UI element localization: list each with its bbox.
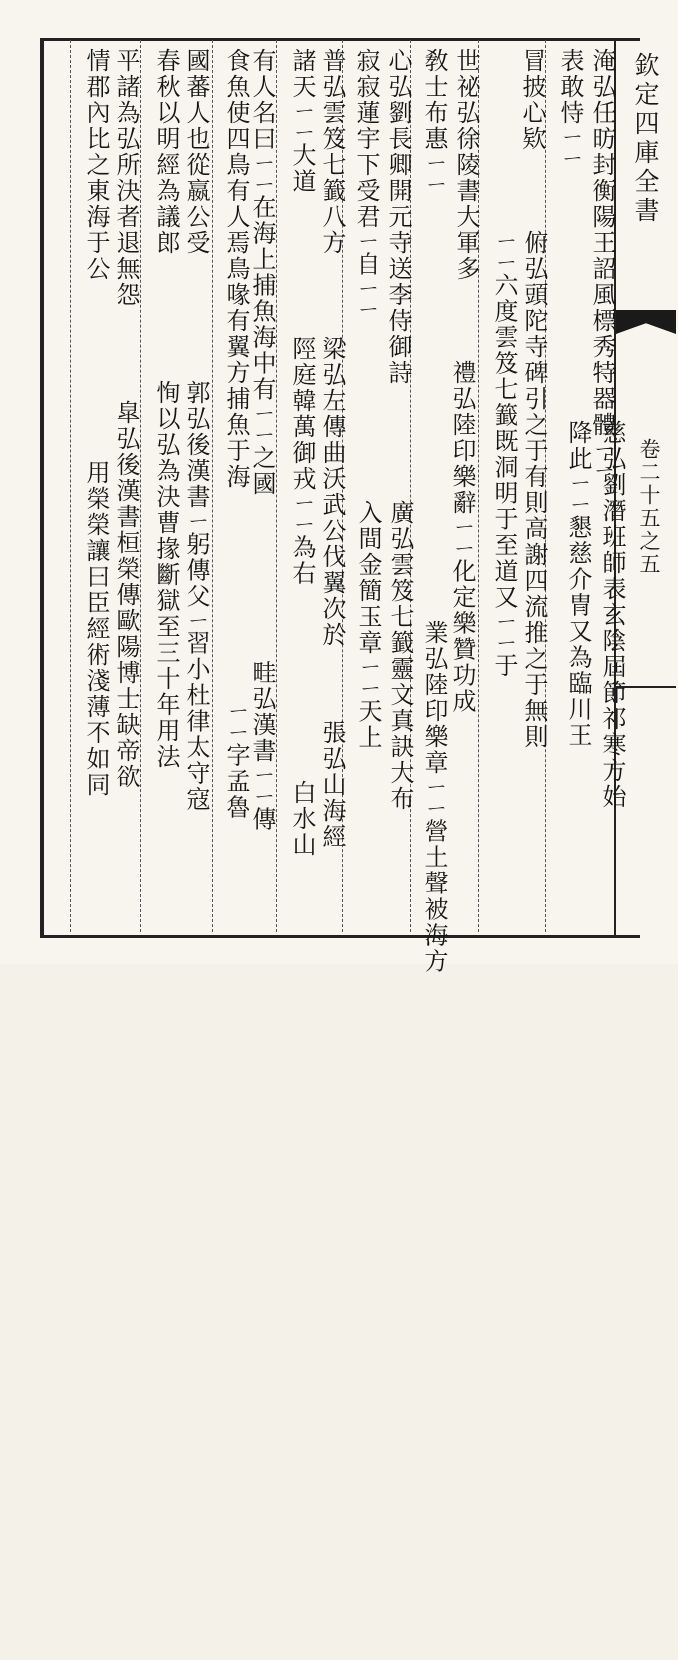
text-column: 普弘雲笈七籖八方 bbox=[318, 48, 346, 256]
text-column: 禮弘陸印樂辭ㄧㄧ化定樂贊功成 bbox=[448, 360, 476, 715]
text-column: 冒披心欵 bbox=[518, 48, 546, 152]
text-column: 張弘山海經 bbox=[318, 720, 346, 850]
text-column: 敎士布惠ㄧㄧ bbox=[420, 48, 448, 195]
text-column: 皐弘後漢書桓榮傳歐陽博士缺帝欲 bbox=[112, 400, 140, 790]
text-column: 慈弘劉潛班師表玄陰屆節祁寒方始 bbox=[598, 420, 626, 810]
text-column: 寂寂蓮宇下受君ㄧ自ㄧㄧ bbox=[352, 48, 380, 320]
text-column: 淹弘任昉封衡陽王詔風標秀特器體ㄧㄧ bbox=[588, 48, 616, 481]
text-column: 業弘陸印樂章ㄧㄧ營土聲被海方 bbox=[420, 620, 448, 975]
text-column: 恂以弘為決曹掾斷獄至三十年用法 bbox=[152, 380, 180, 770]
text-column: 郭弘後漢書ㄧ躬傳父ㄧ習小杜律太守寇 bbox=[182, 380, 210, 813]
text-column: 心弘劉長卿開元寺送李侍御詩 bbox=[384, 48, 412, 386]
text-column: 春秋以明經為議郎 bbox=[152, 48, 180, 256]
text-column: 入間金簡玉章ㄧㄧ天上 bbox=[354, 500, 382, 751]
column-rule bbox=[70, 40, 71, 932]
text-column: 情郡內比之東海于公 bbox=[82, 48, 110, 282]
text-column: 降此ㄧㄧ懇慈介冑又為臨川王 bbox=[564, 420, 592, 749]
text-column: 諸天ㄧㄧ大道 bbox=[288, 48, 316, 195]
text-column: 用榮榮讓曰臣經術淺薄不如同 bbox=[82, 460, 110, 798]
text-column: 廣弘雲笈七籖靈文真訣大布 bbox=[386, 500, 414, 812]
text-column: 白水山 bbox=[288, 780, 316, 858]
text-column: 有人名曰ㄧㄧ在海上捕魚海中有ㄧㄧ之國 bbox=[248, 48, 276, 497]
text-column: 世祕弘徐陵書大軍多 bbox=[452, 48, 480, 282]
text-column: 食魚使四鳥有人焉鳥喙有翼方捕魚于海 bbox=[222, 48, 250, 490]
text-column: 俯弘頭陀寺碑引之于有則高謝四流推之于無則 bbox=[520, 230, 548, 750]
text-column: 陘庭韓萬御戎ㄧㄧ為右 bbox=[288, 336, 316, 587]
fishtail-mark bbox=[616, 310, 676, 334]
text-column: ㄧㄧ六度雲笈七籖既洞明于至道又ㄧㄧ于 bbox=[490, 230, 518, 679]
text-column: ㄧㄧ字孟魯 bbox=[222, 700, 250, 821]
text-column: 表敢恃ㄧㄧ bbox=[556, 48, 584, 169]
text-column: 國蕃人也從嬴公受 bbox=[182, 48, 210, 256]
text-column: 畦弘漢書ㄧㄧ傳 bbox=[248, 660, 276, 833]
book-title: 欽定四庫全書 bbox=[631, 52, 660, 226]
volume-label: 卷二十五之五 bbox=[637, 438, 661, 576]
text-column: 平諸為弘所決者退無怨 bbox=[112, 48, 140, 308]
text-column: 梁弘左傳曲沃武公伐翼次於 bbox=[318, 336, 346, 648]
